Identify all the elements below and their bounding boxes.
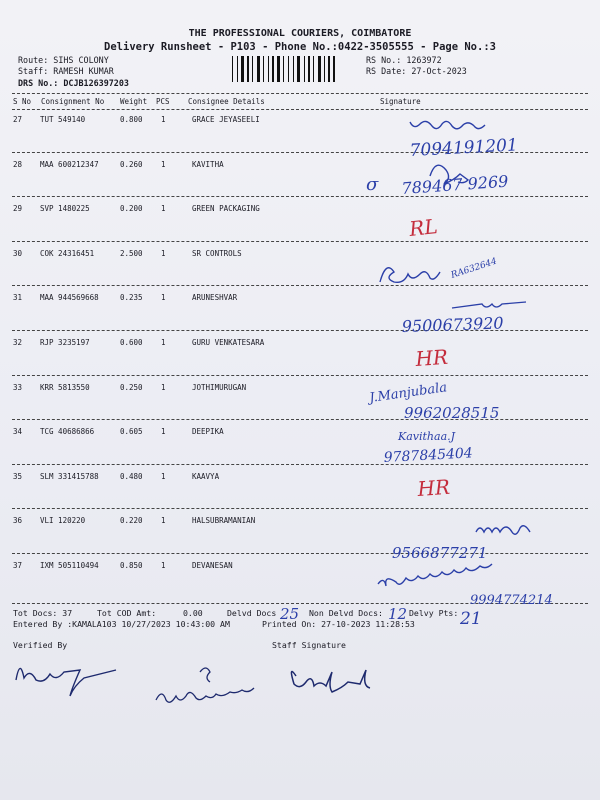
- signature-row-27: [410, 121, 485, 128]
- row-consignment-number: RJP 3235197: [40, 338, 90, 347]
- total-cod-label: Tot COD Amt:: [97, 608, 157, 618]
- row-consignee-name: HALSUBRAMANIAN: [192, 516, 256, 526]
- row-separator: [12, 330, 588, 331]
- row-consignee-name: ARUNESHVAR: [192, 293, 238, 303]
- row-pcs: 1: [161, 248, 166, 258]
- row-sno: 34: [13, 427, 23, 437]
- handwritten-mark-row-28: σ: [366, 174, 379, 195]
- barcode: [232, 56, 354, 82]
- row-separator: [12, 553, 588, 554]
- row-weight: 0.250: [120, 382, 143, 392]
- row-weight: 0.220: [120, 516, 143, 526]
- row-weight: 0.480: [120, 471, 143, 481]
- row-sno: 33: [13, 382, 23, 392]
- row-consignment-number: MAA 944569668: [40, 293, 99, 303]
- handwritten-name-row-33: J.Manjubala: [368, 380, 448, 406]
- row-separator: [12, 152, 588, 153]
- row-separator: [12, 285, 588, 286]
- row-sno: 28: [13, 159, 23, 169]
- row-consignee-name: JOTHIMURUGAN: [192, 382, 247, 392]
- row-separator: [12, 508, 588, 509]
- header-rule-top: [12, 93, 588, 94]
- row-pcs: 1: [161, 115, 166, 124]
- row-pcs: 1: [161, 561, 166, 570]
- handwritten-phone-row-34: 9787845404: [383, 445, 474, 466]
- row-consignment-number: SLM 331415788: [40, 471, 99, 481]
- row-separator: [12, 196, 588, 197]
- total-docs: Tot Docs: 37: [13, 608, 73, 618]
- row-sno: 30: [13, 248, 23, 258]
- row-pcs: 1: [161, 471, 166, 481]
- verified-by-label: Verified By: [13, 640, 68, 650]
- handwritten-initials-row-32: HR: [414, 344, 449, 371]
- header-rule-bottom: [12, 109, 588, 110]
- drs-number: DRS No.: DCJB126397203: [18, 78, 129, 88]
- verifier-signature: [16, 668, 116, 696]
- delivered-docs-label: Delvd Docs: [227, 608, 277, 618]
- row-pcs: 1: [161, 293, 166, 303]
- row-separator: [12, 464, 588, 465]
- row-weight: 0.800: [120, 115, 143, 124]
- row-consignee-name: GREEN PACKAGING: [192, 204, 260, 214]
- row-separator: [12, 419, 588, 420]
- row-consignee-name: GRACE JEYASEELI: [192, 115, 260, 124]
- row-consignee-name: SR CONTROLS: [192, 248, 242, 258]
- row-consignment-number: MAA 600212347: [40, 159, 99, 169]
- handwritten-phone-row-33: 9962028515: [404, 404, 500, 422]
- entered-by: Entered By :KAMALA103 10/27/2023 10:43:00 AM: [13, 619, 230, 629]
- row-consignee-name: DEVANESAN: [192, 561, 233, 570]
- row-weight: 0.260: [120, 159, 143, 169]
- staff-label: Staff: RAMESH KUMAR: [18, 66, 114, 76]
- handwritten-phone-row-36: 9566877271: [392, 544, 488, 562]
- row-sno: 27: [13, 115, 23, 124]
- signature-row-31: [452, 302, 526, 308]
- handwritten-non-delivered-count: 12: [388, 605, 408, 623]
- col-consignee: Consignee Details: [188, 97, 265, 106]
- total-cod-value: 0.00: [183, 608, 203, 618]
- row-sno: 37: [13, 561, 23, 570]
- printed-on: Printed On: 27-10-2023 11:28:53: [262, 619, 415, 629]
- table-end-rule: [12, 603, 588, 604]
- signature-row-36: [476, 526, 530, 535]
- row-weight: 0.850: [120, 561, 143, 570]
- row-sno: 31: [13, 293, 23, 303]
- signature-row-37: [378, 564, 492, 586]
- delivery-points-label: Delvy Pts:: [409, 608, 459, 618]
- signature-row-28: [430, 165, 468, 184]
- row-consignment-number: SVP 1480225: [40, 204, 90, 214]
- row-pcs: 1: [161, 204, 166, 214]
- staff-signature-label: Staff Signature: [272, 640, 346, 650]
- handwritten-code-row-30: RA632644: [449, 256, 499, 281]
- row-weight: 0.605: [120, 427, 143, 437]
- handwritten-initials-row-35: HR: [416, 474, 451, 501]
- row-separator: [12, 375, 588, 376]
- non-delivered-docs-label: Non Delvd Docs:: [309, 608, 383, 618]
- row-pcs: 1: [161, 382, 166, 392]
- row-consignment-number: TCG 40686866: [40, 427, 95, 437]
- col-sno: S No: [13, 97, 32, 106]
- row-weight: 0.600: [120, 338, 143, 347]
- rs-date: RS Date: 27-Oct-2023: [366, 66, 467, 76]
- route-label: Route: SIHS COLONY: [18, 55, 109, 65]
- handwritten-initials-row-29: RL: [408, 214, 439, 241]
- document-subtitle: Delivery Runsheet - P103 - Phone No.:0422-3505555 - Page No.:3: [104, 41, 496, 53]
- verifier-initial-mark: [200, 668, 210, 682]
- row-consignment-number: KRR 5813550: [40, 382, 90, 392]
- second-verifier-signature: [156, 688, 254, 702]
- document-title: THE PROFESSIONAL COURIERS, COIMBATORE: [188, 28, 412, 39]
- row-pcs: 1: [161, 427, 166, 437]
- handwritten-phone-row-27: 7094191201: [409, 135, 519, 161]
- row-consignee-name: DEEPIKA: [192, 427, 224, 437]
- handwritten-phone-row-28: 789467 9269: [400, 171, 509, 198]
- col-signature: Signature: [380, 97, 421, 106]
- row-pcs: 1: [161, 516, 166, 526]
- col-weight: Weight: [120, 97, 148, 106]
- row-consignment-number: VLI 120220: [40, 516, 86, 526]
- row-consignee-name: GURU VENKATESARA: [192, 338, 265, 347]
- row-consignment-number: COK 24316451: [40, 248, 95, 258]
- row-consignment-number: TUT 549140: [40, 115, 86, 124]
- row-pcs: 1: [161, 159, 166, 169]
- row-consignee-name: KAAVYA: [192, 471, 220, 481]
- row-sno: 32: [13, 338, 23, 347]
- row-weight: 0.235: [120, 293, 143, 303]
- row-weight: 0.200: [120, 204, 143, 214]
- handwritten-name-row-34: Kavithaa.J: [398, 430, 456, 443]
- signature-row-30: [380, 268, 440, 283]
- col-consignment: Consignment No: [41, 97, 105, 106]
- handwritten-delivered-count: 25: [280, 605, 300, 623]
- row-consignment-number: IXM 505110494: [40, 561, 99, 570]
- row-pcs: 1: [161, 338, 166, 347]
- row-consignee-name: KAVITHA: [192, 159, 224, 169]
- row-separator: [12, 241, 588, 242]
- handwritten-phone-row-31: 9500673920: [401, 313, 504, 336]
- handwritten-phone-row-37: 9994774214: [470, 593, 553, 608]
- rs-number: RS No.: 1263972: [366, 55, 442, 65]
- row-weight: 2.500: [120, 248, 143, 258]
- row-sno: 35: [13, 471, 23, 481]
- handwritten-delivery-points: 21: [460, 609, 482, 629]
- row-sno: 29: [13, 204, 23, 214]
- row-sno: 36: [13, 516, 23, 526]
- staff-signature: [291, 670, 370, 692]
- col-pcs: PCS: [156, 97, 170, 106]
